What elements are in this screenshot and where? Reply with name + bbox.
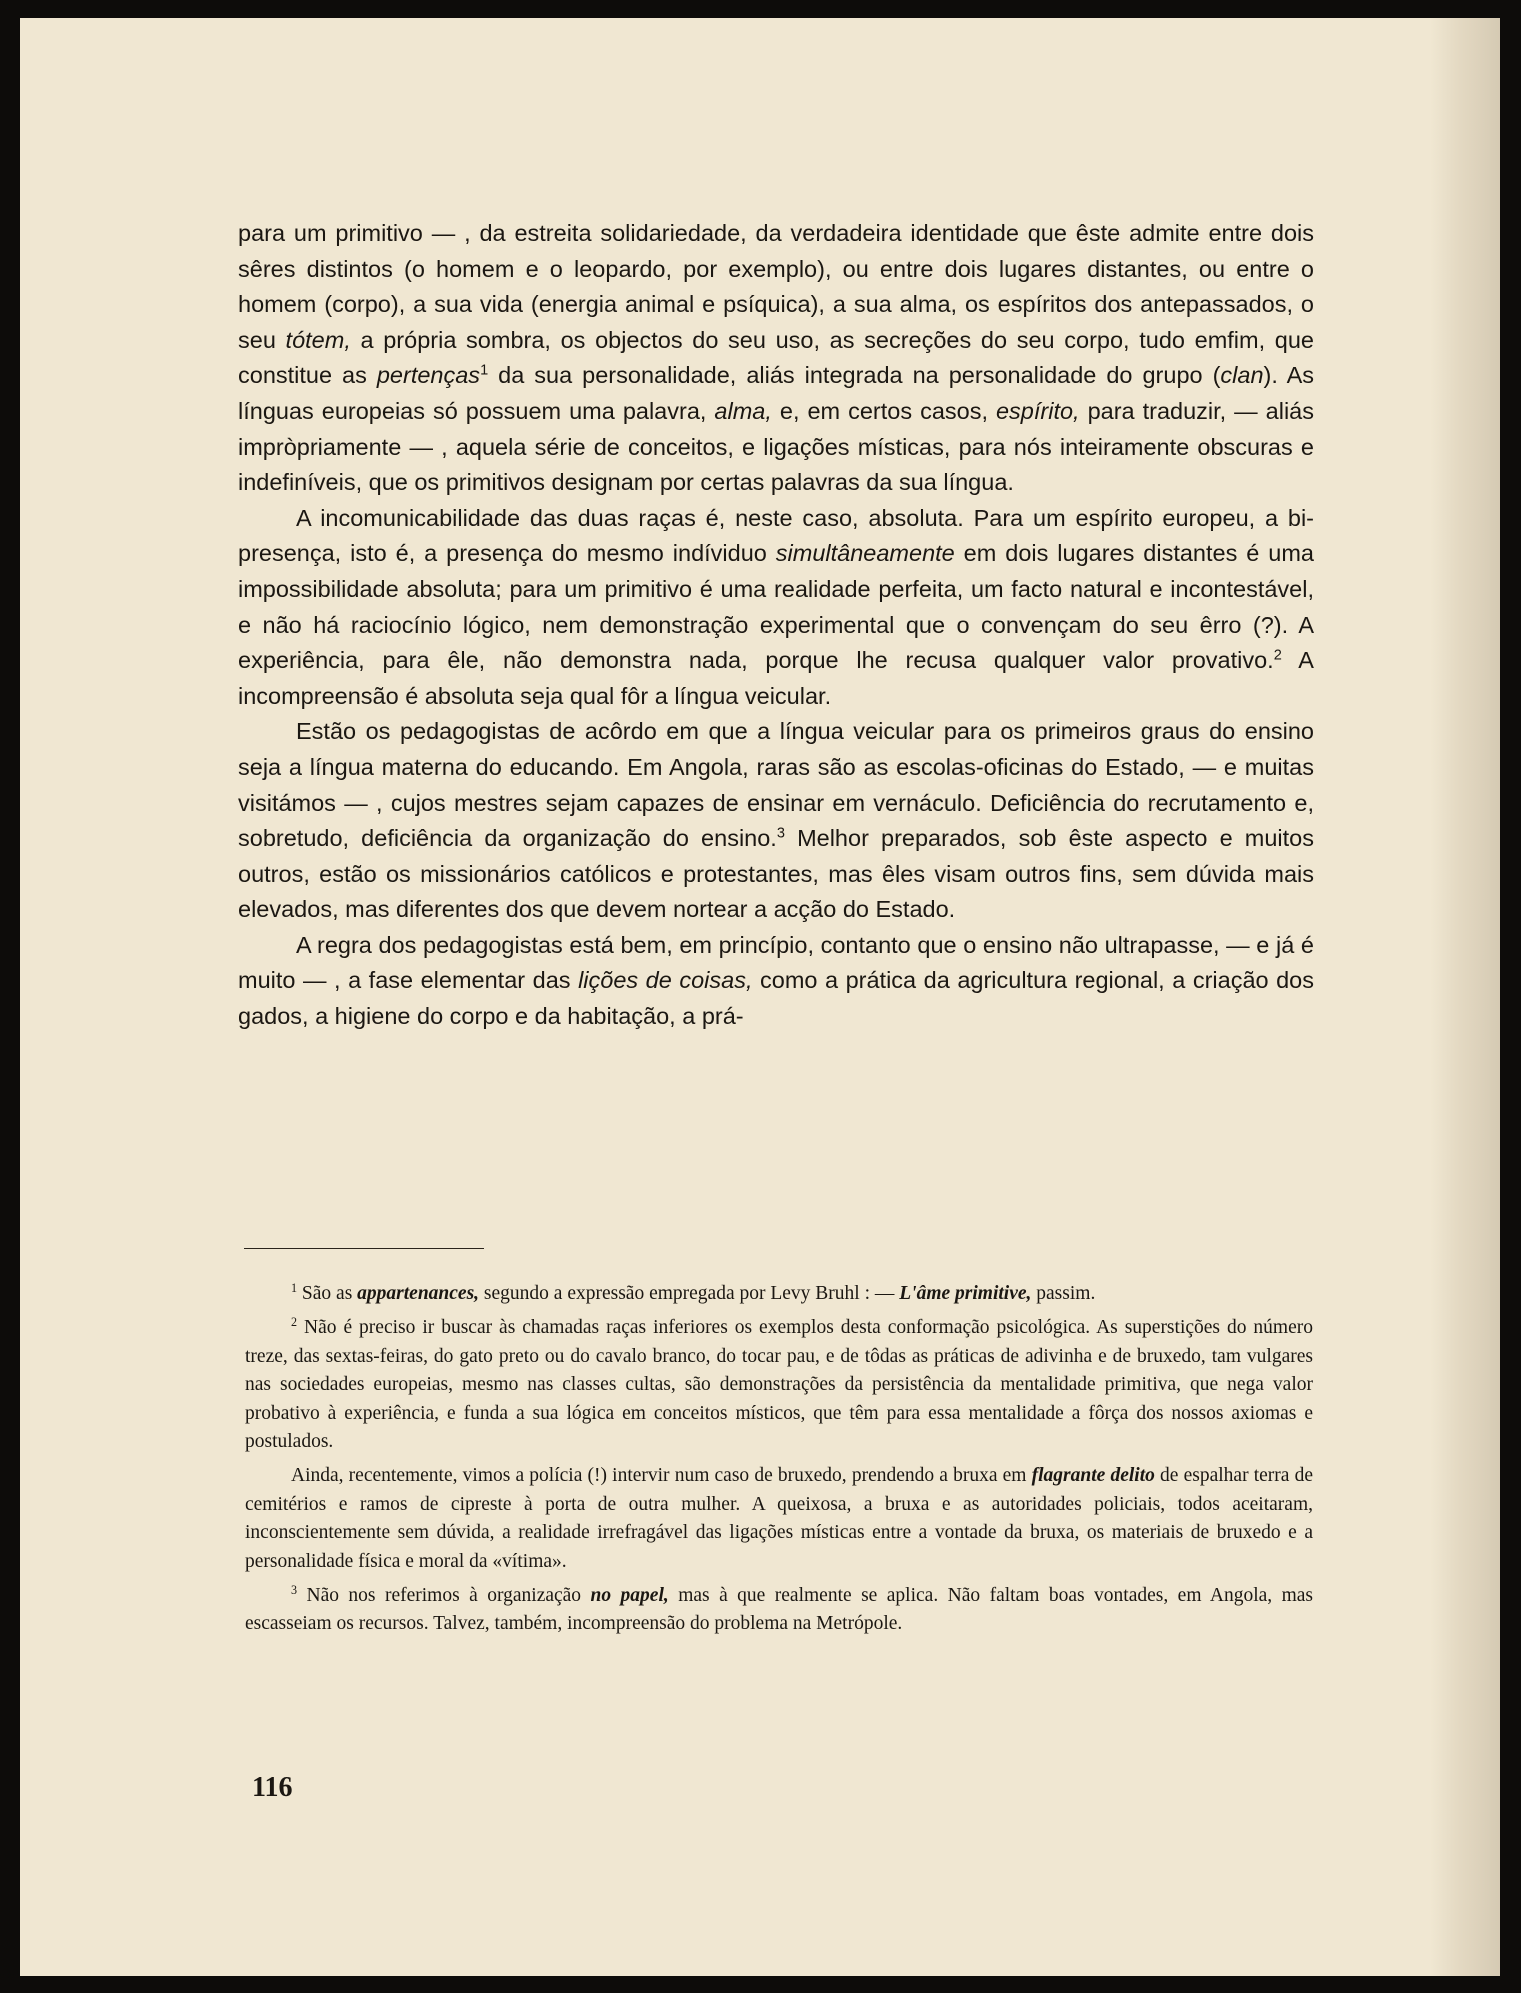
italic-term: clan — [1220, 362, 1264, 389]
footnotes — [245, 1280, 1313, 1639]
italic-term: alma, — [714, 397, 772, 424]
page-spine-shadow — [1430, 18, 1500, 1976]
footnote-marker: 2 — [291, 1315, 298, 1330]
italic-term: appartenances, — [357, 1283, 480, 1304]
footnote-2: $^2$ Não é preciso ir buscar às chamadas raças inferiores os exemplos desta conformação psicológica. As superstições do número treze, das sextas-feiras, do gato preto ou do cavalo branco, do tocar pau, e de tôdas as práticas de adivinha e de bruxedo, tam vulgares nas sociedades europeias, mesmo nas classes cultas, são demonstrações da persistência da mentalidade primitiva, que nega valor probativo à experiência, e funda a sua lógica em conceitos místicos, que têm para essa mentalidade a fôrça dos nossos axiomas e postulados. — [245, 1315, 1313, 1453]
footnote-marker: 3 — [291, 1582, 298, 1597]
page-number: 116 — [252, 1772, 293, 1803]
book-page — [20, 18, 1500, 1976]
italic-term: flagrante delito — [1031, 1465, 1155, 1487]
italic-term: espírito, — [995, 397, 1080, 424]
italic-term: pertenças — [376, 362, 481, 389]
paragraph-3: Estão os pedagogistas de acôrdo em que a língua veicular para os primeiros graus do ensino seja a língua materna do educando. Em Angola, raras são as escolas-oficinas do Estado, — e muitas visitámos — , cujos mestres sejam capazes de ensinar em vernáculo. Deficiência do recrutamento e, sobretudo, deficiência da organização do ensino.$^3$ Melhor preparados, sob êste aspecto e muitos outros, estão os missionários católicos e protestantes, mas êles visam outros fins, sem dúvida mais elevados, mas diferentes dos que devem nortear a acção do Estado. — [238, 718, 1314, 923]
paragraph-1: para um primitivo — , da estreita solidariedade, da verdadeira identidade que êste admite entre dois sêres distintos (o homem e o leopardo, por exemplo), ou entre dois lugares distantes, ou entre o homem (corpo), a sua vida (energia animal e psíquica), a sua alma, os espíritos dos antepassados, o seu tótem, a própria sombra, os objectos do seu uso, as secreções do seu corpo, tudo emfim, que constitue as pertenças$^1$ da sua personalidade, aliás integrada na personalidade do grupo (clan). As línguas europeias só possuem uma palavra, alma, e, em certos casos, espírito, para traduzir, — aliás impròpriamente — , aquela série de conceitos, e ligações místicas, para nós inteiramente obscuras e indefiníveis, que os primitivos designam por certas palavras da sua língua. — [238, 220, 1315, 496]
footnote-2-continued: Ainda, recentemente, vimos a polícia (!) intervir num caso de bruxedo, prendendo a bruxa em flagrante delito de espalhar terra de cemitérios e ramos de cipreste à porta de outra mulher. A queixosa, a bruxa e as autoridades policiais, todos aceitaram, inconscientemente sem dúvida, a realidade irrefragável das ligações místicas entre a vontade da bruxa, os materiais de bruxedo e a personalidade física e moral da «vítima». — [245, 1465, 1313, 1572]
footnote-marker: 1 — [291, 1280, 298, 1295]
footnote-ref-1: 1 — [480, 362, 489, 379]
paragraph-2: A incomunicabilidade das duas raças é, neste caso, absoluta. Para um espírito europeu, a bi-presença, isto é, a presença do mesmo indíviduo simultâneamente em dois lugares distantes é uma impossibilidade absoluta; para um primitivo é uma realidade perfeita, um facto natural e incontestável, e não há raciocínio lógico, nem demonstração experimental que o convençam do seu êrro (?). A experiência, para êle, não demonstra nada, porque lhe recusa qualquer valor provativo.$^2$ A incompreensão é absoluta seja qual fôr a língua veicular. — [238, 504, 1314, 709]
footnote-3: $^3$ Não nos referimos à organização no papel, mas à que realmente se aplica. Não faltam boas vontades, em Angola, mas escasseiam os recursos. Talvez, também, incompreensão do problema na Metrópole. — [245, 1582, 1314, 1635]
footnote-ref-3: 3 — [776, 825, 785, 842]
footnote-divider — [244, 1248, 484, 1249]
italic-term: simultâneamente — [775, 540, 955, 567]
footnote-1: $^1$ São as appartenances, segundo a expressão empregada por Levy Bruhl : — L'âme primitive, passim. — [291, 1280, 1096, 1304]
italic-term: L'âme primitive, — [899, 1283, 1032, 1304]
italic-term: lições de coisas, — [578, 967, 753, 994]
italic-term: tótem, — [285, 326, 351, 353]
main-text — [238, 216, 1314, 1035]
paragraph-4: A regra dos pedagogistas está bem, em princípio, contanto que o ensino não ultrapasse, — e já é muito — , a fase elementar das lições de coisas, como a prática da agricultura regional, a criação dos gados, a higiene do corpo e da habitação, a prá- — [238, 931, 1315, 1030]
footnote-ref-2: 2 — [1273, 647, 1282, 664]
italic-term: no papel, — [590, 1585, 669, 1607]
